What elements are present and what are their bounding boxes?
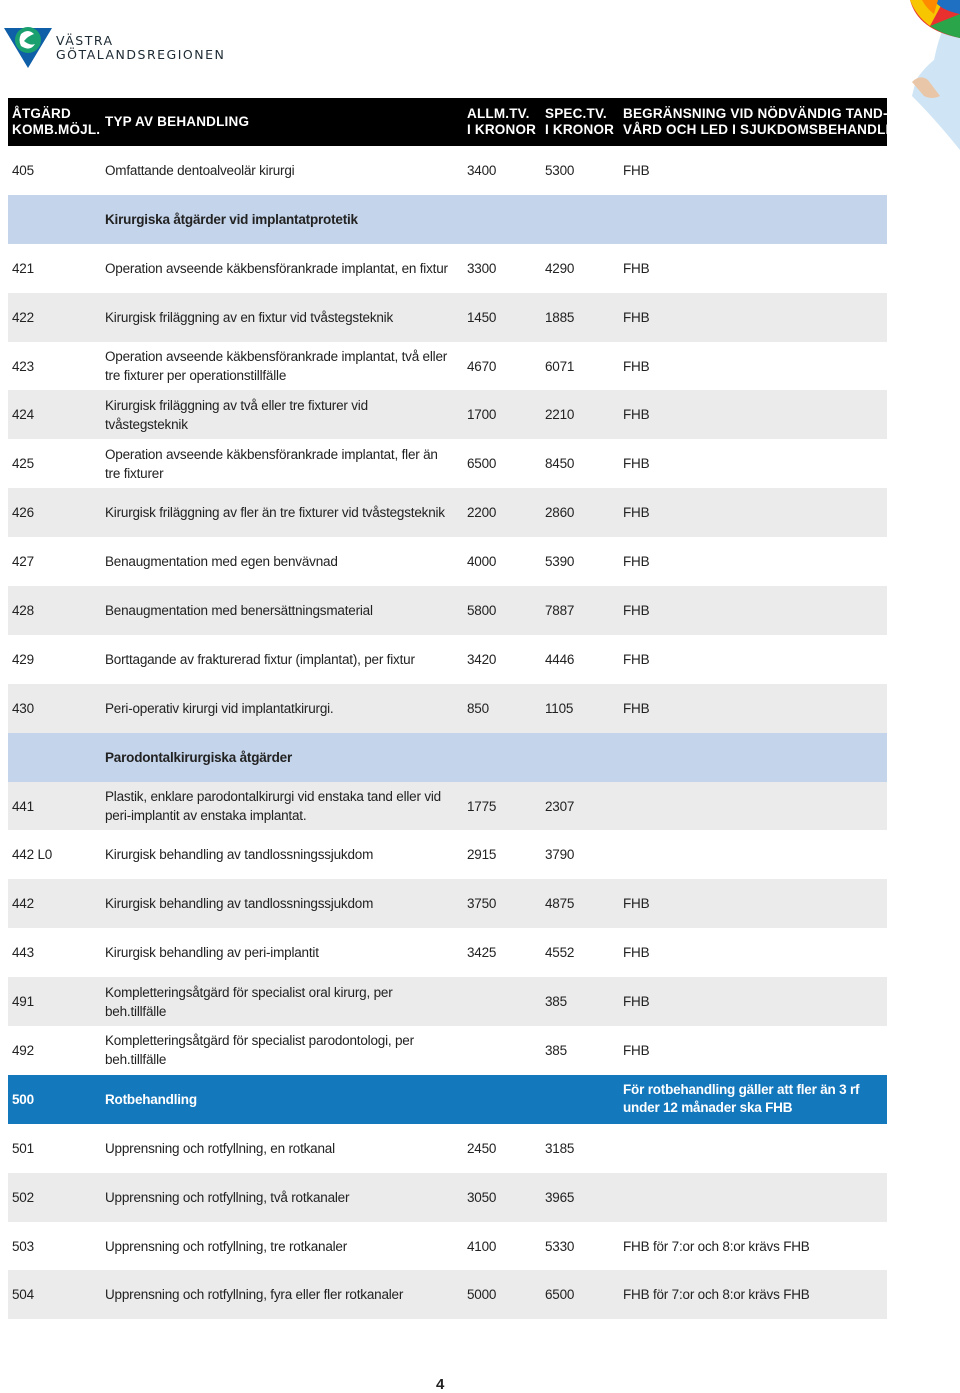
vgr-logo [4, 24, 234, 74]
treatment-cell: Kirurgisk behandling av tandlossningssjukdom [105, 896, 374, 912]
table-row [8, 879, 887, 928]
allm-price-cell: 3420 [467, 651, 497, 667]
treatment-cell: Operation avseende käkbensförankrade implantat, en fixtur [105, 260, 448, 276]
code-cell: 421 [12, 260, 34, 276]
table-row [8, 146, 887, 195]
vgr-logo-text [56, 34, 225, 62]
treatment-cell: Benaugmentation med egen benvävnad [105, 554, 338, 570]
allm-price-cell: 3400 [467, 162, 497, 178]
treatment-cell: Kirurgisk behandling av tandlossningssjukdom [105, 847, 374, 863]
treatment-cell: Kirurgisk friläggning av fler än tre fixturer vid tvåstegsteknik [105, 505, 445, 521]
header-code: ÅTGÄRD KOMB.MÖJL. [12, 106, 101, 137]
limitation-cell [623, 1124, 885, 1173]
allm-price-cell: 2200 [467, 505, 497, 521]
limitation-cell: FHB för 7:or och 8:or krävs FHB [623, 1287, 810, 1303]
table-row [8, 928, 887, 977]
allm-price-cell [467, 733, 542, 782]
spec-price-cell: 3790 [545, 847, 575, 863]
treatment-cell: Kirurgiska åtgärder vid implantatprotetik [105, 211, 358, 227]
allm-price-cell [467, 977, 542, 1026]
code-cell: 422 [12, 309, 34, 325]
code-cell: 500 [12, 1091, 34, 1107]
code-cell: 504 [12, 1287, 34, 1303]
spec-price-cell: 4875 [545, 896, 575, 912]
limitation-cell: FHB [623, 651, 650, 667]
allm-price-cell: 2450 [467, 1140, 497, 1156]
treatment-cell: Upprensning och rotfyllning, två rotkanaler [105, 1189, 350, 1205]
treatment-cell: Kompletteringsåtgärd för specialist parodontologi, per beh.tillfälle [105, 1033, 414, 1068]
spec-price-cell [545, 1075, 620, 1124]
limitation-cell: FHB [623, 456, 650, 472]
limitation-cell: FHB [623, 407, 650, 423]
allm-price-cell: 5800 [467, 602, 497, 618]
table-row [8, 537, 887, 586]
table-row [8, 782, 887, 831]
allm-price-cell: 850 [467, 700, 489, 716]
allm-price-cell: 1775 [467, 798, 497, 814]
vgr-logo-icon [4, 24, 54, 72]
table-row [8, 244, 887, 293]
allm-price-cell: 3750 [467, 896, 497, 912]
table-row [8, 830, 887, 879]
table-row [8, 1173, 887, 1222]
allm-price-cell: 3050 [467, 1189, 497, 1205]
allm-price-cell: 3300 [467, 260, 497, 276]
code-cell: 492 [12, 1042, 34, 1058]
allm-price-cell: 2915 [467, 847, 497, 863]
table-row [8, 977, 887, 1026]
treatment-cell: Upprensning och rotfyllning, tre rotkanaler [105, 1238, 348, 1254]
treatment-table [8, 98, 911, 1319]
section-header-row [8, 733, 887, 782]
table-row [8, 1270, 887, 1319]
code-cell: 430 [12, 700, 34, 716]
code-cell: 442 [12, 896, 34, 912]
code-cell: 501 [12, 1140, 34, 1156]
allm-price-cell: 4670 [467, 358, 497, 374]
table-row [8, 293, 887, 342]
limitation-cell: FHB [623, 1042, 650, 1058]
allm-price-cell: 1450 [467, 309, 497, 325]
section-header-row [8, 195, 887, 244]
table-row [8, 342, 887, 391]
limitation-cell: FHB [623, 602, 650, 618]
allm-price-cell: 4100 [467, 1238, 497, 1254]
table-row [8, 1222, 887, 1271]
treatment-cell: Peri-operativ kirurgi vid implantatkirurgi. [105, 700, 334, 716]
allm-price-cell: 4000 [467, 554, 497, 570]
spec-price-cell: 4290 [545, 260, 575, 276]
treatment-cell: Omfattande dentoalveolär kirurgi [105, 162, 295, 178]
limitation-cell: FHB [623, 896, 650, 912]
treatment-cell: Parodontalkirurgiska åtgärder [105, 749, 293, 765]
spec-price-cell: 3965 [545, 1189, 575, 1205]
table-body [8, 146, 887, 1319]
limitation-cell: FHB [623, 358, 650, 374]
limitation-cell: FHB [623, 554, 650, 570]
spec-price-cell: 2307 [545, 798, 575, 814]
spec-price-cell: 7887 [545, 602, 575, 618]
spec-price-cell: 385 [545, 1042, 567, 1058]
code-cell: 443 [12, 945, 34, 961]
limitation-cell: FHB [623, 162, 650, 178]
code-cell: 429 [12, 651, 34, 667]
limitation-cell: FHB [623, 505, 650, 521]
spec-price-cell: 3185 [545, 1140, 575, 1156]
code-cell: 503 [12, 1238, 34, 1254]
spec-price-cell: 5300 [545, 162, 575, 178]
limitation-cell: För rotbehandling gäller att fler än 3 rf under 12 månader ska FHB [623, 1082, 860, 1116]
allm-price-cell: 3425 [467, 945, 497, 961]
allm-price-cell: 6500 [467, 456, 497, 472]
table-row [8, 390, 887, 439]
spec-price-cell [545, 195, 620, 244]
limitation-cell: FHB [623, 260, 650, 276]
code-cell: 424 [12, 407, 34, 423]
spec-price-cell: 5390 [545, 554, 575, 570]
limitation-cell: FHB för 7:or och 8:or krävs FHB [623, 1238, 810, 1254]
code-cell [12, 733, 102, 782]
table-row [8, 1026, 887, 1075]
table-row [8, 635, 887, 684]
page-number: 4 [436, 1376, 445, 1393]
allm-price-cell [467, 1026, 542, 1075]
header-spec: SPEC.TV. I KRONOR [545, 106, 615, 137]
spec-price-cell: 2860 [545, 505, 575, 521]
allm-price-cell [467, 195, 542, 244]
table-row [8, 1124, 887, 1173]
allm-price-cell [467, 1075, 542, 1124]
code-cell: 423 [12, 358, 34, 374]
spec-price-cell: 385 [545, 994, 567, 1010]
spec-price-cell: 1885 [545, 309, 575, 325]
code-cell: 425 [12, 456, 34, 472]
spec-price-cell: 6500 [545, 1287, 575, 1303]
code-cell: 405 [12, 162, 34, 178]
spec-price-cell: 5330 [545, 1238, 575, 1254]
code-cell: 502 [12, 1189, 34, 1205]
limitation-cell [623, 830, 885, 879]
code-cell: 427 [12, 554, 34, 570]
spec-price-cell: 6071 [545, 358, 575, 374]
treatment-cell: Upprensning och rotfyllning, en rotkanal [105, 1140, 335, 1156]
logo-line1: VÄSTRA [56, 33, 114, 48]
treatment-cell: Operation avseende käkbensförankrade implantat, fler än tre fixturer [105, 446, 438, 481]
treatment-cell: Kirurgisk friläggning av två eller tre fixturer vid tvåstegsteknik [105, 397, 368, 432]
limitation-cell: FHB [623, 945, 650, 961]
allm-price-cell: 5000 [467, 1287, 497, 1303]
table-row [8, 439, 887, 488]
limitation-cell: FHB [623, 994, 650, 1010]
table-header [8, 98, 911, 146]
header-treatment: TYP AV BEHANDLING [105, 114, 250, 129]
limitation-cell [623, 1173, 885, 1222]
spec-price-cell [545, 733, 620, 782]
limitation-cell [623, 733, 885, 782]
code-cell: 491 [12, 994, 34, 1010]
table-row [8, 586, 887, 635]
spec-price-cell: 4446 [545, 651, 575, 667]
treatment-cell: Rotbehandling [105, 1091, 197, 1107]
spec-price-cell: 4552 [545, 945, 575, 961]
allm-price-cell: 1700 [467, 407, 497, 423]
spec-price-cell: 8450 [545, 456, 575, 472]
code-cell: 442 L0 [12, 847, 53, 863]
treatment-cell: Plastik, enklare parodontalkirurgi vid enstaka tand eller vid peri-implantit av enstaka implantat. [105, 789, 441, 824]
header-limit: BEGRÄNSNING VID NÖDVÄNDIG TAND- VÅRD OCH LED I SJUKDOMSBEHANDLING [623, 106, 911, 137]
code-cell [12, 195, 102, 244]
table-row [8, 684, 887, 733]
treatment-cell: Upprensning och rotfyllning, fyra eller fler rotkanaler [105, 1287, 404, 1303]
treatment-cell: Kirurgisk behandling av peri-implantit [105, 945, 319, 961]
treatment-cell: Kirurgisk friläggning av en fixtur vid tvåstegsteknik [105, 309, 394, 325]
logo-line2: GÖTALANDSREGIONEN [56, 47, 226, 62]
treatment-cell: Benaugmentation med benersättningsmaterial [105, 602, 373, 618]
spec-price-cell: 1105 [545, 700, 574, 716]
treatment-cell: Borttagande av frakturerad fixtur (implantat), per fixtur [105, 651, 415, 667]
spec-price-cell: 2210 [545, 407, 575, 423]
treatment-cell: Operation avseende käkbensförankrade implantat, två eller tre fixturer per operationstillfälle [105, 349, 448, 383]
code-cell: 441 [12, 798, 34, 814]
header-allm: ALLM.TV. I KRONOR [467, 106, 537, 137]
limitation-cell: FHB [623, 309, 650, 325]
treatment-cell: Kompletteringsåtgärd för specialist oral kirurg, per beh.tillfälle [105, 984, 393, 1019]
code-cell: 428 [12, 602, 34, 618]
limitation-cell [623, 195, 885, 244]
limitation-cell [623, 782, 885, 831]
table-row [8, 488, 887, 537]
highlight-row [8, 1075, 887, 1124]
limitation-cell: FHB [623, 700, 650, 716]
code-cell: 426 [12, 505, 34, 521]
